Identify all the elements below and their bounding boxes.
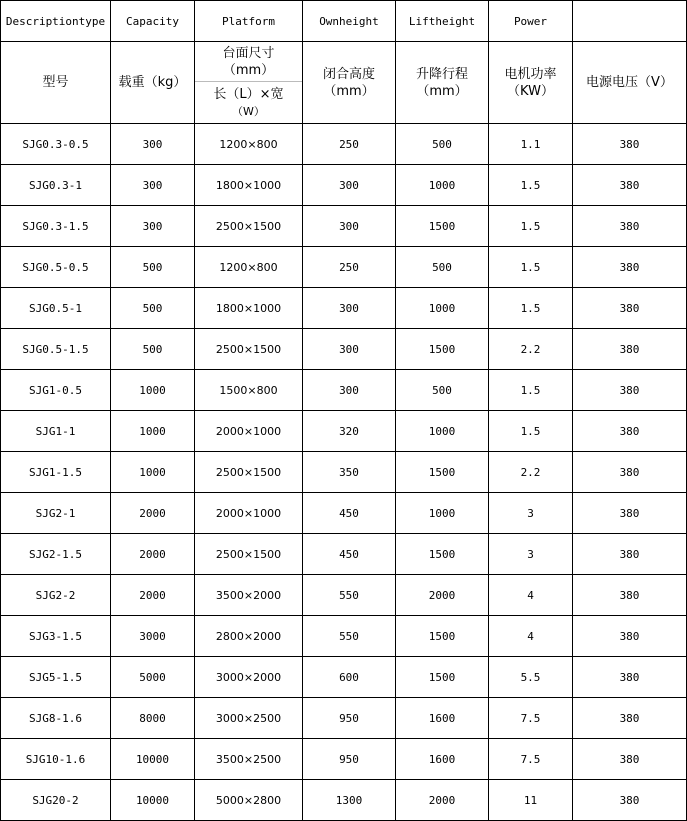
cell-model: SJG0.5-1.5 bbox=[1, 329, 111, 370]
cell-voltage: 380 bbox=[573, 739, 687, 780]
header-liftheight: Liftheight bbox=[396, 1, 489, 42]
cell-power: 4 bbox=[489, 575, 573, 616]
cell-liftheight: 1000 bbox=[396, 288, 489, 329]
cell-ownheight: 320 bbox=[303, 411, 396, 452]
cell-liftheight: 1500 bbox=[396, 329, 489, 370]
cell-liftheight: 500 bbox=[396, 247, 489, 288]
cell-model: SJG5-1.5 bbox=[1, 657, 111, 698]
cell-platform: 1200×800 bbox=[195, 247, 303, 288]
header-row-chinese bbox=[1, 42, 687, 124]
cell-voltage: 380 bbox=[573, 452, 687, 493]
cell-capacity: 300 bbox=[111, 206, 195, 247]
cell-liftheight: 1500 bbox=[396, 616, 489, 657]
cell-capacity: 1000 bbox=[111, 370, 195, 411]
cell-capacity: 500 bbox=[111, 247, 195, 288]
cell-model: SJG1-1 bbox=[1, 411, 111, 452]
header-platform-zh bbox=[195, 42, 303, 124]
cell-model: SJG2-1 bbox=[1, 493, 111, 534]
cell-ownheight: 250 bbox=[303, 124, 396, 165]
cell-ownheight: 950 bbox=[303, 698, 396, 739]
header-ownheight-zh bbox=[303, 42, 396, 124]
cell-ownheight: 250 bbox=[303, 247, 396, 288]
header-power: Power bbox=[489, 1, 573, 42]
platform-dimension-title: 长（L）×宽 bbox=[213, 86, 284, 102]
cell-model: SJG0.3-1.5 bbox=[1, 206, 111, 247]
cell-platform: 3500×2500 bbox=[195, 739, 303, 780]
cell-ownheight: 300 bbox=[303, 370, 396, 411]
cell-liftheight: 1000 bbox=[396, 411, 489, 452]
cell-power: 4 bbox=[489, 616, 573, 657]
cell-model: SJG0.3-0.5 bbox=[1, 124, 111, 165]
table-row bbox=[1, 329, 687, 370]
cell-power: 7.5 bbox=[489, 698, 573, 739]
cell-liftheight: 500 bbox=[396, 370, 489, 411]
power-unit: （KW） bbox=[507, 83, 554, 99]
table-row bbox=[1, 288, 687, 329]
cell-liftheight: 1500 bbox=[396, 206, 489, 247]
table-row bbox=[1, 534, 687, 575]
cell-voltage: 380 bbox=[573, 206, 687, 247]
cell-platform: 2500×1500 bbox=[195, 329, 303, 370]
cell-power: 1.5 bbox=[489, 165, 573, 206]
cell-platform: 2000×1000 bbox=[195, 411, 303, 452]
cell-liftheight: 2000 bbox=[396, 575, 489, 616]
cell-platform: 2500×1500 bbox=[195, 452, 303, 493]
platform-size-title: 台面尺寸 bbox=[222, 45, 275, 61]
cell-capacity: 500 bbox=[111, 288, 195, 329]
cell-platform: 3000×2000 bbox=[195, 657, 303, 698]
table-row bbox=[1, 411, 687, 452]
platform-size-unit: （mm） bbox=[222, 62, 275, 78]
cell-platform: 1500×800 bbox=[195, 370, 303, 411]
cell-ownheight: 950 bbox=[303, 739, 396, 780]
cell-capacity: 300 bbox=[111, 165, 195, 206]
cell-ownheight: 600 bbox=[303, 657, 396, 698]
cell-model: SJG20-2 bbox=[1, 780, 111, 821]
cell-voltage: 380 bbox=[573, 329, 687, 370]
cell-ownheight: 450 bbox=[303, 534, 396, 575]
header-model-zh: 型号 bbox=[1, 42, 111, 124]
cell-ownheight: 300 bbox=[303, 206, 396, 247]
cell-ownheight: 450 bbox=[303, 493, 396, 534]
table-row bbox=[1, 206, 687, 247]
cell-voltage: 380 bbox=[573, 575, 687, 616]
cell-liftheight: 1600 bbox=[396, 739, 489, 780]
header-power-zh bbox=[489, 42, 573, 124]
cell-liftheight: 1500 bbox=[396, 534, 489, 575]
ownheight-title: 闭合高度 bbox=[322, 66, 375, 82]
cell-capacity: 10000 bbox=[111, 739, 195, 780]
header-platform: Platform bbox=[195, 1, 303, 42]
cell-platform: 1800×1000 bbox=[195, 165, 303, 206]
cell-ownheight: 300 bbox=[303, 165, 396, 206]
cell-platform: 2000×1000 bbox=[195, 493, 303, 534]
cell-power: 2.2 bbox=[489, 329, 573, 370]
cell-platform: 1800×1000 bbox=[195, 288, 303, 329]
cell-ownheight: 1300 bbox=[303, 780, 396, 821]
cell-voltage: 380 bbox=[573, 493, 687, 534]
cell-power: 1.5 bbox=[489, 411, 573, 452]
cell-platform: 5000×2800 bbox=[195, 780, 303, 821]
cell-voltage: 380 bbox=[573, 124, 687, 165]
cell-platform: 3500×2000 bbox=[195, 575, 303, 616]
cell-capacity: 2000 bbox=[111, 534, 195, 575]
cell-model: SJG8-1.6 bbox=[1, 698, 111, 739]
cell-capacity: 1000 bbox=[111, 452, 195, 493]
table-row bbox=[1, 124, 687, 165]
cell-capacity: 1000 bbox=[111, 411, 195, 452]
cell-liftheight: 1500 bbox=[396, 657, 489, 698]
cell-ownheight: 300 bbox=[303, 288, 396, 329]
table-row bbox=[1, 575, 687, 616]
cell-voltage: 380 bbox=[573, 657, 687, 698]
cell-voltage: 380 bbox=[573, 247, 687, 288]
cell-capacity: 10000 bbox=[111, 780, 195, 821]
cell-platform: 2800×2000 bbox=[195, 616, 303, 657]
header-capacity-zh: 载重（kg） bbox=[111, 42, 195, 124]
table-row bbox=[1, 452, 687, 493]
cell-voltage: 380 bbox=[573, 370, 687, 411]
platform-dimension-label bbox=[195, 82, 302, 123]
cell-power: 3 bbox=[489, 534, 573, 575]
table-row bbox=[1, 739, 687, 780]
table-row bbox=[1, 165, 687, 206]
power-title: 电机功率 bbox=[504, 66, 557, 82]
header-ownheight: Ownheight bbox=[303, 1, 396, 42]
platform-size-label bbox=[195, 42, 302, 82]
cell-model: SJG10-1.6 bbox=[1, 739, 111, 780]
cell-ownheight: 550 bbox=[303, 616, 396, 657]
cell-capacity: 500 bbox=[111, 329, 195, 370]
table-row bbox=[1, 616, 687, 657]
cell-liftheight: 1600 bbox=[396, 698, 489, 739]
cell-liftheight: 500 bbox=[396, 124, 489, 165]
liftheight-title: 升降行程 bbox=[415, 66, 468, 82]
cell-capacity: 8000 bbox=[111, 698, 195, 739]
cell-model: SJG0.5-0.5 bbox=[1, 247, 111, 288]
cell-power: 3 bbox=[489, 493, 573, 534]
cell-power: 11 bbox=[489, 780, 573, 821]
header-empty bbox=[573, 1, 687, 42]
cell-liftheight: 1000 bbox=[396, 165, 489, 206]
cell-capacity: 3000 bbox=[111, 616, 195, 657]
cell-model: SJG3-1.5 bbox=[1, 616, 111, 657]
cell-platform: 2500×1500 bbox=[195, 534, 303, 575]
cell-capacity: 5000 bbox=[111, 657, 195, 698]
cell-power: 1.5 bbox=[489, 247, 573, 288]
table-row bbox=[1, 247, 687, 288]
cell-capacity: 2000 bbox=[111, 493, 195, 534]
cell-ownheight: 300 bbox=[303, 329, 396, 370]
cell-model: SJG0.5-1 bbox=[1, 288, 111, 329]
cell-platform: 1200×800 bbox=[195, 124, 303, 165]
cell-platform: 3000×2500 bbox=[195, 698, 303, 739]
cell-capacity: 300 bbox=[111, 124, 195, 165]
header-voltage-zh: 电源电压（V） bbox=[573, 42, 687, 124]
cell-ownheight: 350 bbox=[303, 452, 396, 493]
ownheight-unit: （mm） bbox=[323, 83, 375, 99]
cell-model: SJG1-0.5 bbox=[1, 370, 111, 411]
cell-power: 7.5 bbox=[489, 739, 573, 780]
cell-liftheight: 1000 bbox=[396, 493, 489, 534]
cell-voltage: 380 bbox=[573, 616, 687, 657]
header-liftheight-zh bbox=[396, 42, 489, 124]
cell-power: 1.5 bbox=[489, 370, 573, 411]
cell-liftheight: 1500 bbox=[396, 452, 489, 493]
cell-model: SJG1-1.5 bbox=[1, 452, 111, 493]
table-row bbox=[1, 493, 687, 534]
cell-power: 1.5 bbox=[489, 206, 573, 247]
cell-voltage: 380 bbox=[573, 780, 687, 821]
cell-voltage: 380 bbox=[573, 288, 687, 329]
table-row bbox=[1, 698, 687, 739]
cell-platform: 2500×1500 bbox=[195, 206, 303, 247]
cell-power: 2.2 bbox=[489, 452, 573, 493]
cell-voltage: 380 bbox=[573, 165, 687, 206]
cell-model: SJG0.3-1 bbox=[1, 165, 111, 206]
header-capacity: Capacity bbox=[111, 1, 195, 42]
header-description-type: Descriptiontype bbox=[1, 1, 111, 42]
platform-dimension-unit: （W） bbox=[232, 104, 265, 118]
table-row bbox=[1, 657, 687, 698]
cell-model: SJG2-2 bbox=[1, 575, 111, 616]
cell-power: 1.1 bbox=[489, 124, 573, 165]
cell-voltage: 380 bbox=[573, 534, 687, 575]
table-row bbox=[1, 370, 687, 411]
liftheight-unit: （mm） bbox=[416, 83, 468, 99]
table-row bbox=[1, 780, 687, 821]
cell-power: 5.5 bbox=[489, 657, 573, 698]
cell-capacity: 2000 bbox=[111, 575, 195, 616]
cell-voltage: 380 bbox=[573, 698, 687, 739]
cell-power: 1.5 bbox=[489, 288, 573, 329]
header-row-english bbox=[1, 1, 687, 42]
cell-ownheight: 550 bbox=[303, 575, 396, 616]
cell-voltage: 380 bbox=[573, 411, 687, 452]
cell-model: SJG2-1.5 bbox=[1, 534, 111, 575]
cell-liftheight: 2000 bbox=[396, 780, 489, 821]
